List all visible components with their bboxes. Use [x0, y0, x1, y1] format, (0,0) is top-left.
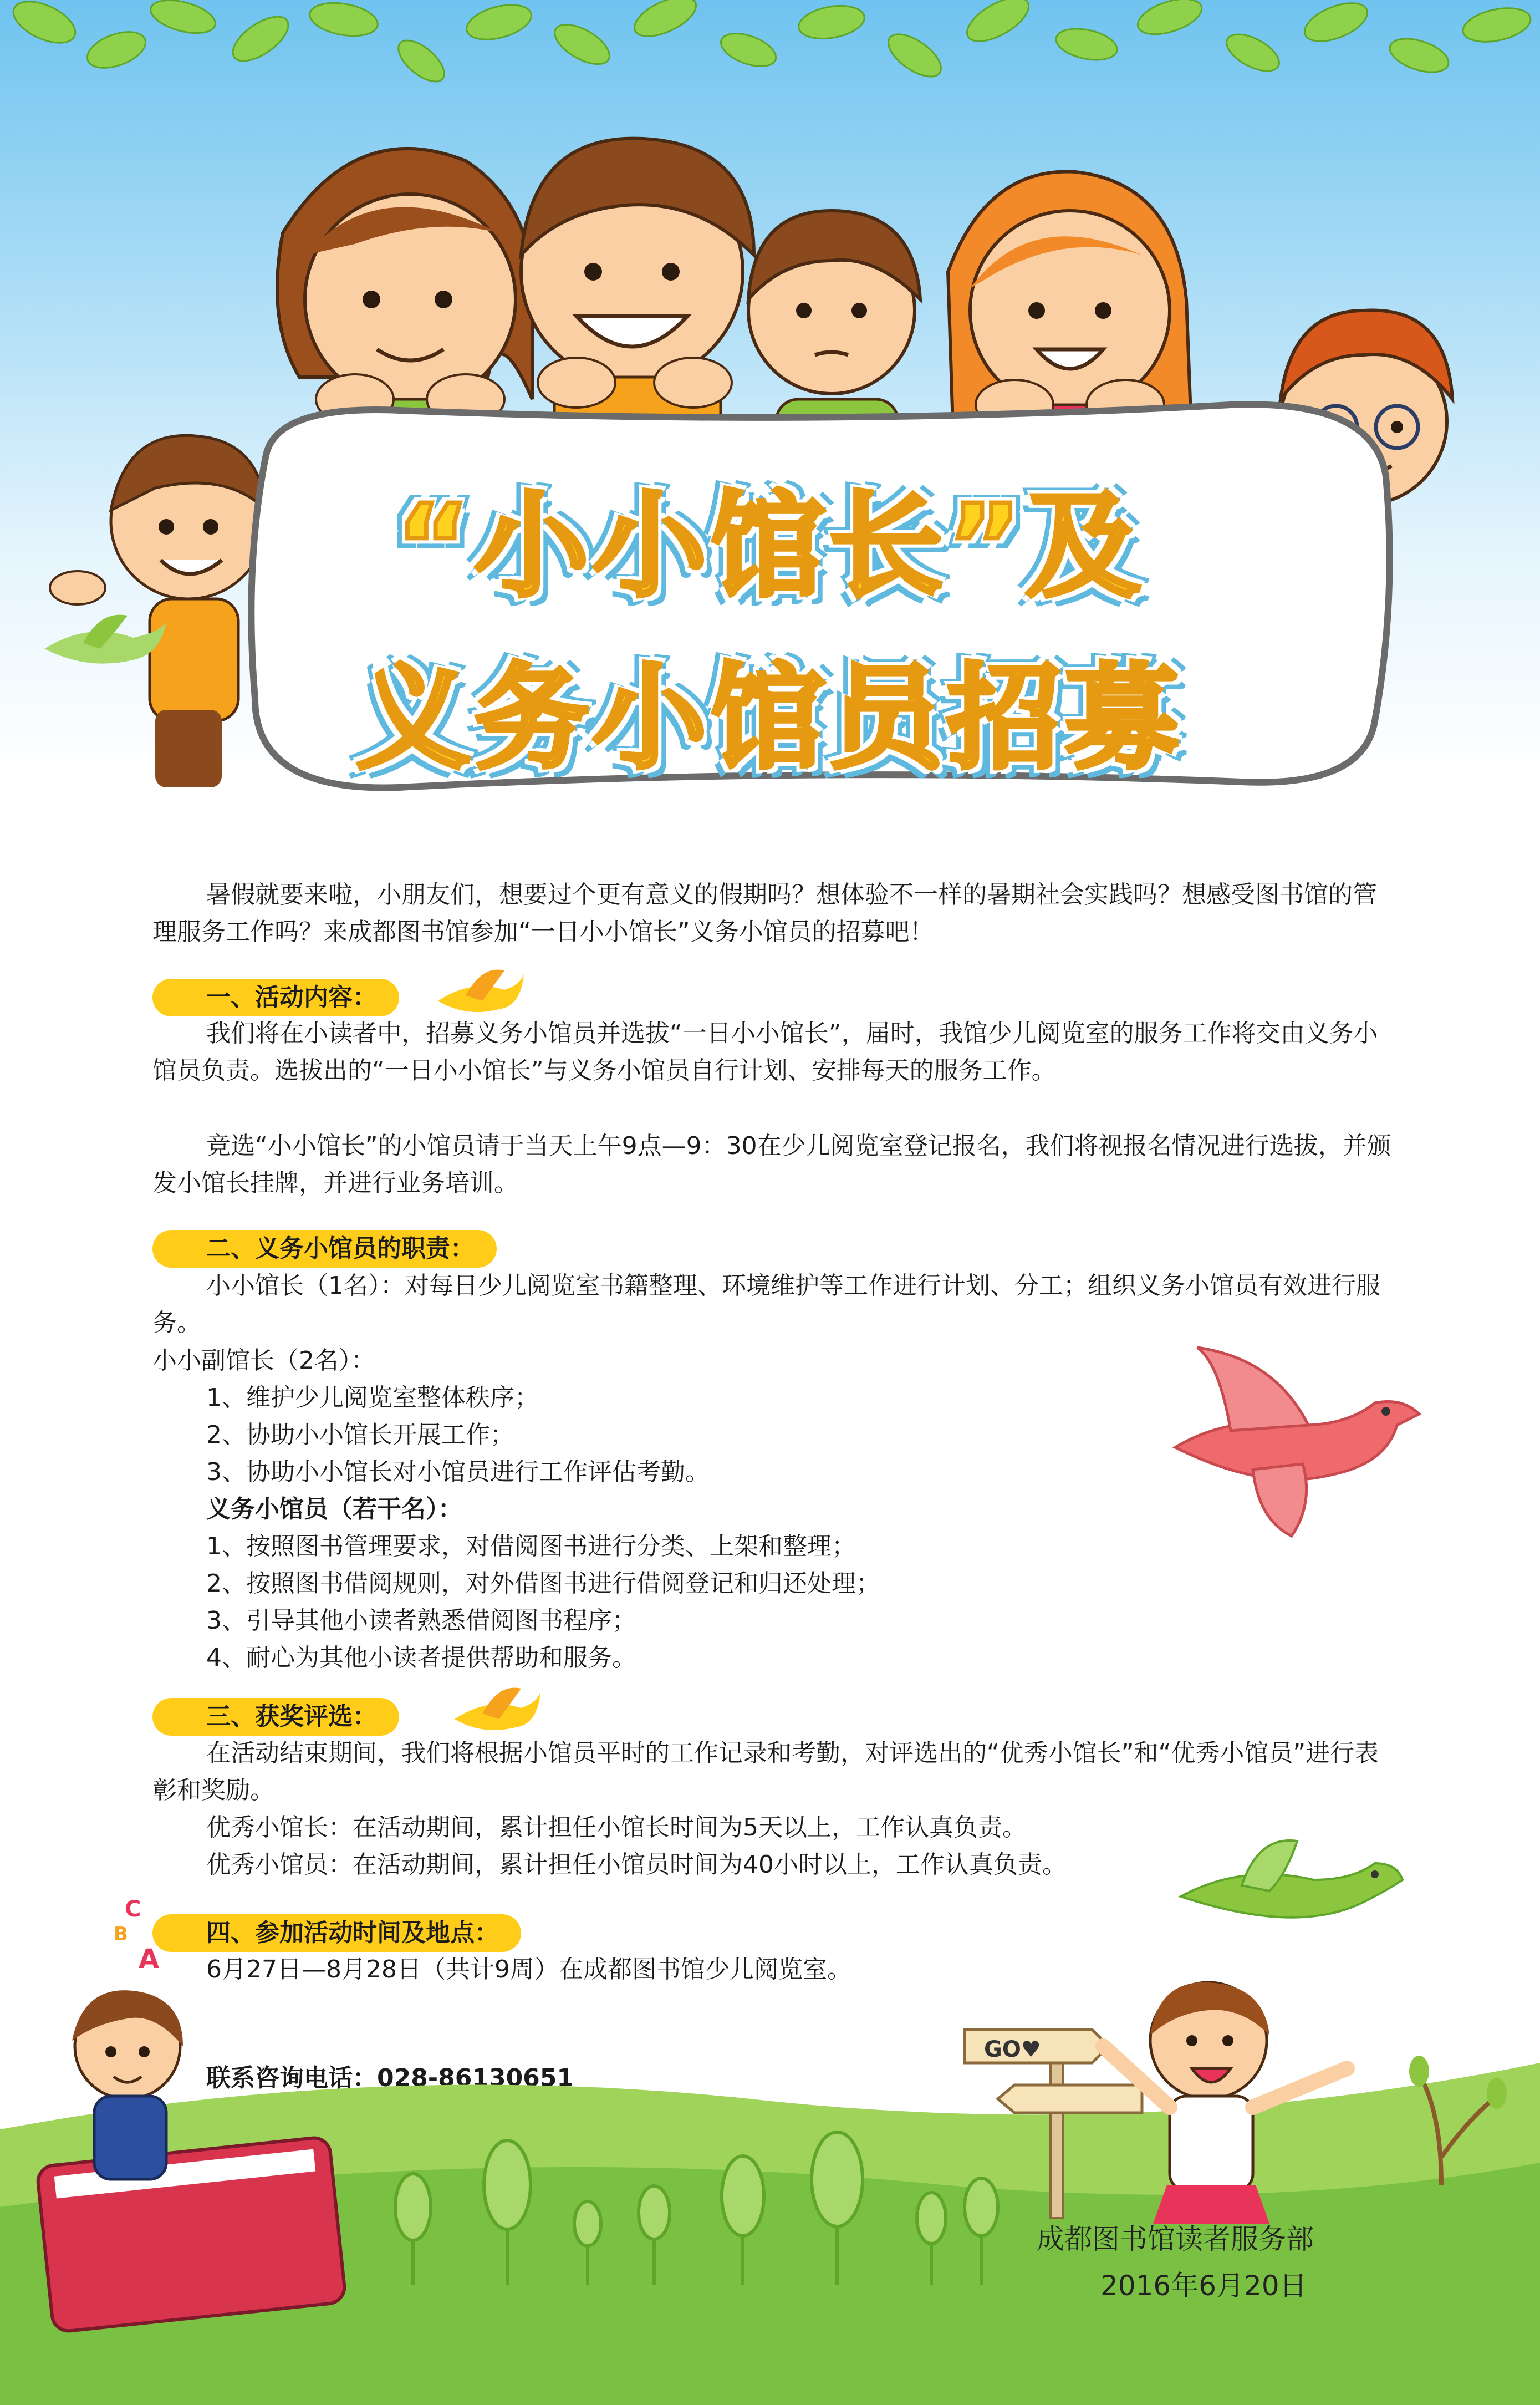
chief-duty-paragraph: 小小馆长（1名）：对每日少儿阅览室书籍整理、环境维护等工作进行计划、分工；组织义务小馆员有效进行服务。 — [152, 1272, 1380, 1337]
green-bird-icon — [1175, 1830, 1408, 1941]
letter-decoration: C — [125, 1896, 141, 1922]
signpost-label: GO♥ — [984, 2037, 1041, 2062]
letter-decoration: A — [139, 1944, 160, 1975]
green-bird-icon — [33, 599, 177, 688]
deputy-item: 3、协助小小馆长对小馆员进行工作评估考勤。 — [206, 1458, 710, 1486]
yellow-bird-icon — [432, 962, 527, 1023]
section-2-heading: 二、义务小馆员的职责： — [152, 1230, 497, 1268]
pink-bird-icon — [1164, 1342, 1425, 1542]
volunteer-item: 2、按照图书借阅规则，对外借图书进行借阅登记和归还处理； — [206, 1569, 880, 1598]
volunteer-item: 1、按照图书管理要求，对借阅图书进行分类、上架和整理； — [206, 1532, 856, 1560]
grass-ground-illustration — [0, 1974, 1540, 2405]
section-4-paragraph: 6月27日—8月28日（共计9周）在成都图书馆少儿阅览室。 — [206, 1955, 851, 1984]
yellow-bird-icon — [449, 1680, 543, 1741]
title-line-2: 义务小馆员招募 — [356, 653, 1184, 785]
girl-reading-illustration — [37, 1990, 346, 2332]
volunteer-item: 4、耐心为其他小读者提供帮助和服务。 — [206, 1644, 636, 1672]
organizer-signature: 成都图书馆读者服务部 — [1037, 2223, 1314, 2255]
intro-paragraph: 暑假就要来啦，小朋友们，想要过个更有意义的假期吗？想体验不一样的暑期社会实践吗？想感受图书馆的管理服务工作吗？来成都图书馆参加“一日小小馆长”义务小馆员的招募吧！ — [152, 881, 1377, 946]
section-4-heading: 四、参加活动时间及地点： — [152, 1914, 521, 1952]
section-3-heading: 三、获奖评选： — [152, 1698, 399, 1736]
section-1-heading: 一、活动内容： — [152, 979, 399, 1016]
section-3-paragraph-2: 优秀小馆长：在活动期间，累计担任小馆长时间为5天以上，工作认真负责。 — [206, 1813, 1027, 1842]
section-3-paragraph-3: 优秀小馆员：在活动期间，累计担任小馆员时间为40小时以上，工作认真负责。 — [206, 1850, 1067, 1879]
section-1-paragraph-2: 竞选“小小馆长”的小馆员请于当天上午9点—9：30在少儿阅览室登记报名，我们将视报名情况进行选拔，并颁发小馆长挂牌，并进行业务培训。 — [152, 1132, 1391, 1197]
signature-date: 2016年6月20日 — [1100, 2270, 1307, 2302]
section-3-paragraph-1: 在活动结束期间，我们将根据小馆员平时的工作记录和考勤，对评选出的“优秀小馆长”和“优秀小馆员”进行表彰和奖励。 — [152, 1739, 1379, 1804]
deputy-title: 小小副馆长（2名）： — [152, 1346, 375, 1375]
volunteer-item: 3、引导其他小读者熟悉借阅图书程序； — [206, 1606, 636, 1635]
letter-decoration: B — [114, 1923, 128, 1945]
section-1-paragraph-1: 我们将在小读者中，招募义务小馆员并选拔“一日小小馆长”，届时，我馆少儿阅览室的服务工作将交由义务小馆员负责。选拔出的“一日小小馆长”与义务小馆员自行计划、安排每天的服务工作。 — [152, 1019, 1378, 1085]
deputy-item: 1、维护少儿阅览室整体秩序； — [206, 1384, 539, 1412]
deputy-item: 2、协助小小馆长开展工作； — [206, 1421, 514, 1449]
contact-phone: 联系咨询电话：028-86130651 — [206, 2064, 574, 2092]
volunteer-title: 义务小馆员（若干名）： — [206, 1495, 462, 1523]
title-line-1: “小小馆长”及 — [395, 481, 1145, 613]
